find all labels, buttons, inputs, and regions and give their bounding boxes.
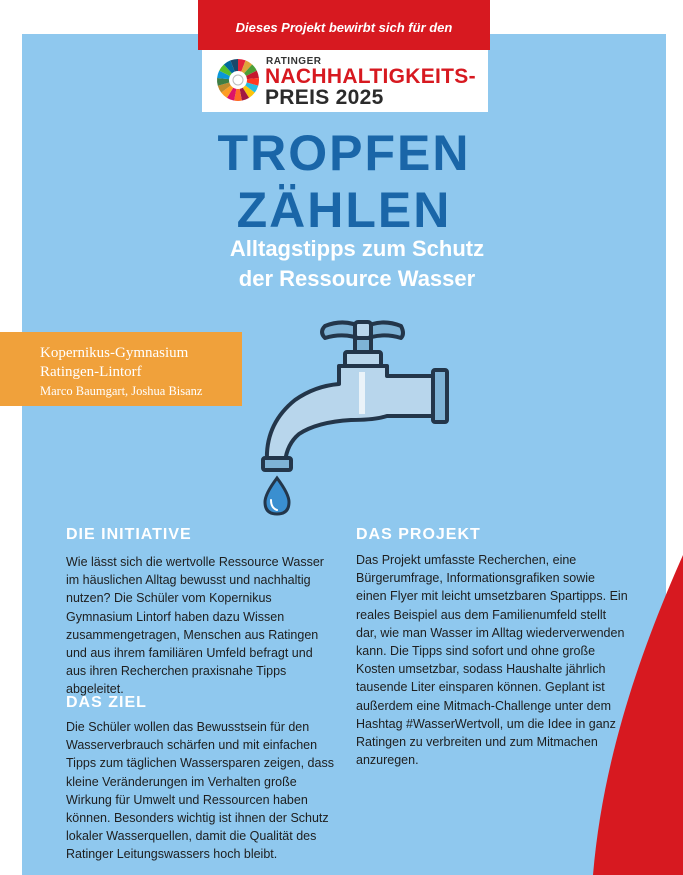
school-name: Kopernikus-Gymnasium	[40, 345, 189, 361]
text-initiative: Wie lässt sich die wertvolle Ressource Wasser im häuslichen Alltag bewusst und nachhaltig nutzen? Die Schüler vom Kopernikus Gymnasium Lintorf haben dazu Wissen zusammengetragen, Menschen aus Ratingen und aus ihrem familiären Umfeld befragt und aus ihren Recherchen praxisnahe Tipps abgeleitet.	[66, 555, 324, 697]
water-drop-icon	[265, 478, 289, 514]
banner-text: Dieses Projekt bewirbt sich für den	[235, 20, 453, 35]
school-location: Ratingen-Lintorf	[40, 364, 142, 380]
team-members: Marco Baumgart, Joshua Bisanz	[40, 384, 203, 398]
text-projekt: Das Projekt umfasste Recherchen, eine Bürgerumfrage, Informationsgrafiken sowie einen Flyer mit leicht umsetzbaren Spartipps. Ein reales Beispiel aus dem Familienumfeld stellt dar, wie man Wasser im Alltag wiederverwenden kann. Die Tipps sind sofort und ohne große Kosten umsetzbar, sodass Haushalte jährlich tausende Liter einsparen können. Geplant ist außerdem eine Mitmach-Challenge unter dem Hashtag #WasserWertvoll, um die Idee in ganz Ratingen zu verbreiten und zum Mitmachen anzuregen.	[356, 553, 628, 768]
heading-initiative: DIE INITIATIVE	[66, 526, 192, 543]
main-title-line2: ZÄHLEN	[236, 182, 452, 238]
header-banner	[198, 0, 490, 50]
subtitle-line1: Alltagstipps zum Schutz	[229, 236, 485, 261]
logo-title-line2: PREIS 2025	[265, 86, 384, 109]
heading-projekt: DAS PROJEKT	[356, 526, 481, 543]
subtitle-line2: der Ressource Wasser	[238, 266, 476, 291]
heading-ziel: DAS ZIEL	[66, 694, 147, 711]
sdg-color-wheel-icon	[216, 58, 260, 102]
logo-title-line1: NACHHALTIGKEITS-	[265, 65, 476, 88]
main-title-line1: TROPFEN	[217, 125, 471, 181]
water-faucet-icon	[255, 308, 455, 518]
logo-small-text: RATINGER	[266, 56, 322, 67]
text-ziel: Die Schüler wollen das Bewusstsein für den Wasserverbrauch schärfen und mit einfachen Tipps zum täglichen Wassersparen zeigen, dass kleine Veränderungen im Verhalten große Wirkung für Umwelt und Ressourcen haben können. Besonders wichtig ist ihnen der Schutz lokaler Wasserquellen, damit die Qualität des Ratinger Leitungswassers hoch bleibt.	[66, 720, 334, 862]
